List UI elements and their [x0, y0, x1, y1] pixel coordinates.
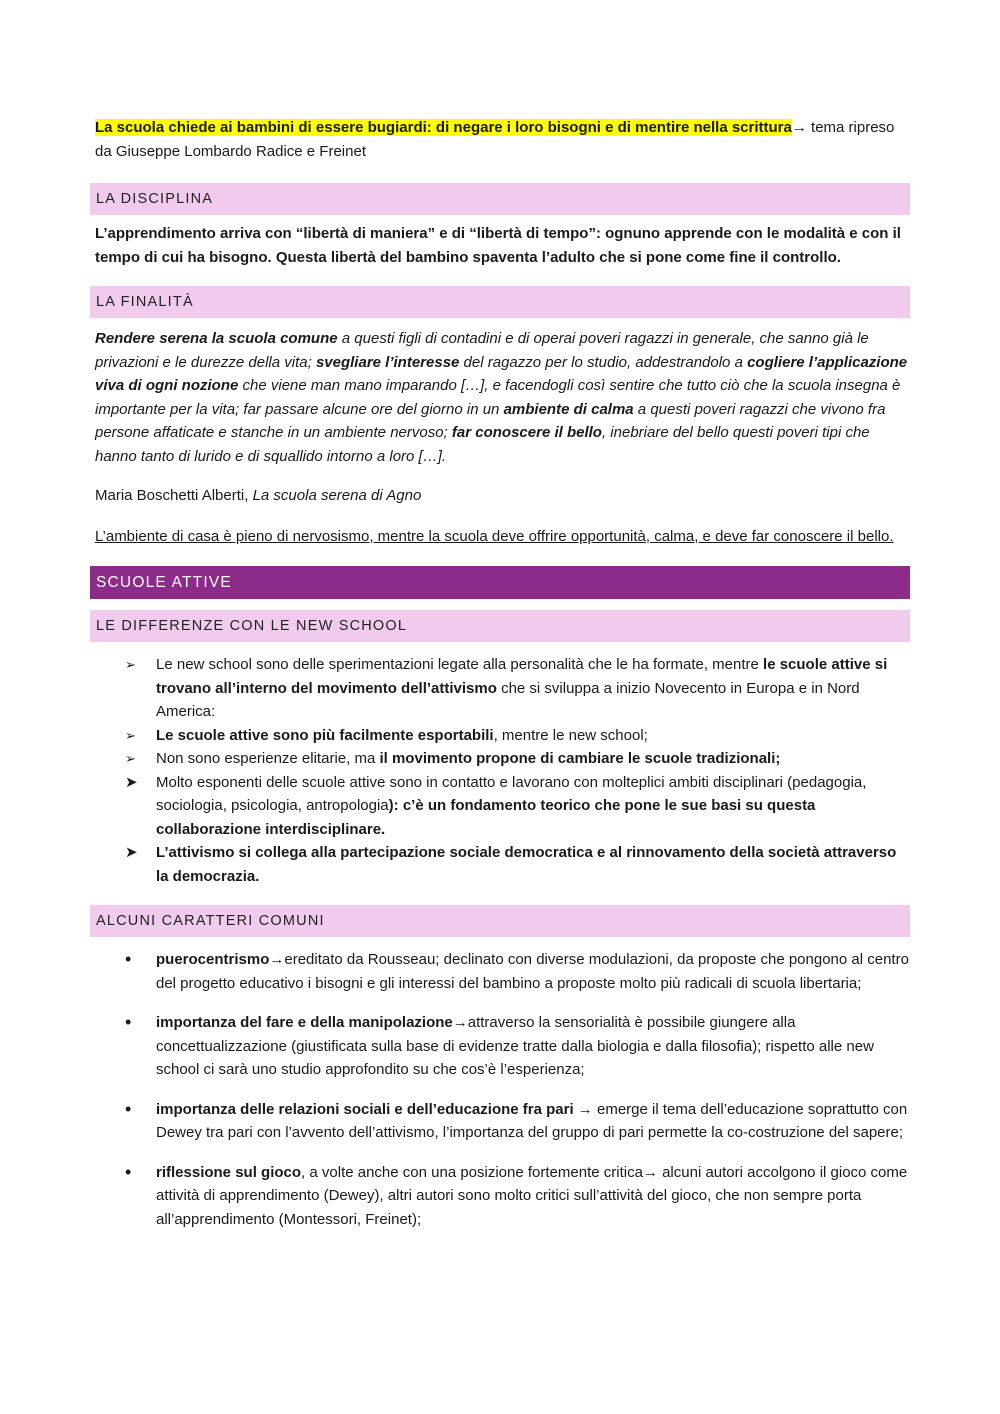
finalita-note: L’ambiente di casa è pieno di nervosismo, mentre la scuola deve offrire opportunità, calma, e deve far conoscere il bello.	[95, 527, 894, 545]
quote-bold-5: far conoscere il bello	[451, 424, 602, 441]
quote-text-5: , inebriare del bello questi poveri tipi che hanno tanto di lurido e di squallido intorno a loro […].	[95, 424, 870, 465]
work-title: La scuola serena di Agno	[252, 487, 422, 504]
quote-text-1: a questi figli di contadini e di operai poveri ragazzi in generale, che sanno già le privazioni e le durezze della vita;	[95, 330, 869, 371]
quote-attribution	[95, 484, 910, 508]
differenze-list	[95, 653, 910, 888]
caratteri-list	[95, 948, 910, 1231]
quote-text-4: a questi poveri ragazzi che vivono fra persone affaticate e stanche in un ambiente nervoso;	[95, 400, 886, 441]
right-arrow-icon: →	[269, 951, 285, 968]
heading-caratteri: ALCUNI CARATTERI COMUNI	[90, 905, 910, 937]
heading-finalita: LA FINALITÀ	[90, 286, 910, 318]
list-item: ➤ Molto esponenti delle scuole attive sono in contatto e lavorano con molteplici ambiti disciplinari (pedagogia, sociologia, psicologia, antropologia): c’è un fondamento teorico che pone le sue basi su questa collaborazione interdisciplinare.	[95, 771, 910, 842]
list-item: • riflessione sul gioco, a volte anche con una posizione fortemente critica→ alcuni autori accolgono il gioco come attività di apprendimento (Dewey), altri autori sono molto critici sull’attività del gioco, che non sempre porta all’apprendimento (Montessori, Freinet);	[95, 1161, 910, 1232]
list-item: ➢ Le scuole attive sono più facilmente esportabili, mentre le new school;	[95, 724, 910, 748]
heading-disciplina: LA DISCIPLINA	[90, 183, 910, 215]
right-arrow-icon: →	[791, 119, 807, 136]
quote-bold-3: cogliere l’applicazione viva di ogni nozione	[95, 353, 908, 394]
highlighted-statement: La scuola chiede ai bambini di essere bugiardi: di negare i loro bisogni e di mentire nella scrittura	[95, 119, 792, 136]
list-item: ➤ L’attivismo si collega alla partecipazione sociale democratica e al rinnovamento della società attraverso la democrazia.	[95, 841, 910, 888]
quote-text-3: che viene man mano imparando […], e facendogli così sentire che tutto ciò che la scuola insegna è importante per la vita; far passare alcune ore del giorno in un	[95, 377, 901, 418]
right-arrow-icon: →	[642, 1163, 663, 1181]
author-name: Maria Boschetti Alberti,	[95, 487, 253, 504]
intro-paragraph	[95, 116, 910, 163]
intro-rest: tema ripreso da Giuseppe Lombardo Radice e Freinet	[95, 119, 895, 160]
quote-bold-1: Rendere serena la scuola comune	[95, 330, 338, 347]
heading-differenze: LE DIFFERENZE CON LE NEW SCHOOL	[90, 610, 910, 642]
right-arrow-icon: →	[452, 1014, 468, 1031]
list-item: • importanza delle relazioni sociali e dell’educazione fra pari → emerge il tema dell’educazione soprattutto con Dewey tra pari con l’avvento dell’attivismo, l’importanza del gruppo di pari permette la co-costruzione del sapere;	[95, 1098, 910, 1145]
quote-text-2: del ragazzo per lo studio, addestrandolo a	[459, 353, 748, 371]
quote-bold-4: ambiente di calma	[503, 400, 634, 418]
list-item: • puerocentrismo→ereditato da Rousseau; declinato con diverse modulazioni, da proposte che pongono al centro del progetto educativo i bisogni e gli interessi del bambino a proposte molto più radicali di scuola libertaria;	[95, 948, 910, 995]
document-body	[95, 116, 910, 1247]
quote-bold-2: svegliare l’interesse	[315, 353, 460, 371]
list-item: • importanza del fare e della manipolazione→attraverso la sensorialità è possibile giungere alla concettualizzazione (giustificata sulla base di evidenze tratte dalla biologia e dalla filosofia); rispetto alle new school ci sarà uno studio approfondito su che cos’è l’esperienza;	[95, 1011, 910, 1082]
finalita-quote	[95, 327, 910, 468]
list-item: ➢ Non sono esperienze elitarie, ma il movimento propone di cambiare le scuole tradizionali;	[95, 747, 910, 771]
heading-scuole-attive: SCUOLE ATTIVE	[90, 566, 910, 599]
right-arrow-icon: →	[573, 1100, 597, 1118]
list-item: ➢ Le new school sono delle sperimentazioni legate alla personalità che le ha formate, mentre le scuole attive si trovano all’interno del movimento dell’attivismo che si sviluppa a inizio Novecento in Europa e in Nord America:	[95, 653, 910, 724]
disciplina-text: L’apprendimento arriva con “libertà di maniera” e di “libertà di tempo”: ognuno apprende con le modalità e con il tempo di cui ha bisogno. Questa libertà del bambino spaventa l’adulto che si pone come fine il controllo.	[95, 225, 901, 266]
